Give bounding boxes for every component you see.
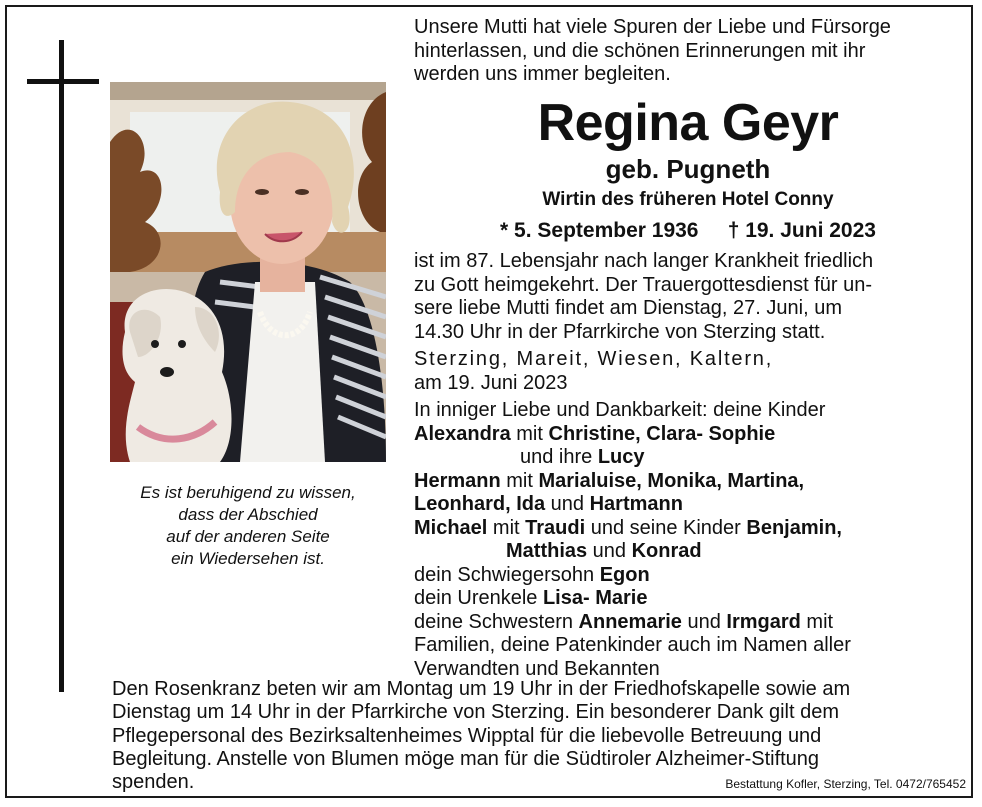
family-intro: In inniger Liebe und Dankbarkeit: deine Kinder	[414, 399, 826, 421]
quote-line: auf der anderen Seite	[166, 527, 330, 546]
closing-line: Dienstag um 14 Uhr in der Pfarrkirche von Sterzing. Ein besonderer Dank gilt dem	[112, 701, 840, 724]
life-dates	[414, 217, 962, 245]
intro-line: hinterlassen, und die schönen Erinnerungen mit ihr	[414, 39, 866, 62]
closing-line: spenden.	[112, 771, 195, 794]
intro-line: Unsere Mutti hat viele Spuren der Liebe und Fürsorge	[414, 16, 891, 38]
family-line: deine Schwestern Annemarie und Irmgard mit	[414, 610, 834, 633]
family-line: Hermann mit Marialuise, Monika, Martina,	[414, 469, 805, 492]
closing-line: Pflegepersonal des Bezirksaltenheimes Wipptal für die liebevolle Betreuung und	[112, 724, 822, 747]
intro-text	[414, 16, 962, 87]
family-line: Michael mit Traudi und seine Kinder Benjamin,	[414, 516, 842, 539]
undertaker-credit: Bestattung Kofler, Sterzing, Tel. 0472/765452	[725, 777, 966, 791]
closing-line: Begleitung. Anstelle von Blumen möge man für die Südtiroler Alzheimer-Stiftung	[112, 747, 820, 770]
closing-line: Den Rosenkranz beten wir am Montag um 19 Uhr in der Friedhofskapelle sowie am	[112, 678, 851, 700]
place-line: Sterzing, Mareit, Wiesen, Kaltern,	[414, 348, 774, 370]
family-list	[414, 399, 962, 681]
birth-date: * 5. September 1936	[500, 219, 699, 242]
quote-line: Es ist beruhigend zu wissen,	[140, 483, 356, 502]
family-line: Leonhard, Ida und Hartmann	[414, 493, 683, 515]
notice-line: ist im 87. Lebensjahr nach langer Krankheit friedlich	[414, 250, 874, 272]
notice-line: 14.30 Uhr in der Pfarrkirche von Sterzing statt.	[414, 320, 826, 343]
family-line: dein Urenkele Lisa- Marie	[414, 587, 648, 609]
portrait-photo	[110, 82, 386, 462]
birth-name: geb. Pugneth	[605, 154, 771, 184]
family-line: dein Schwiegersohn Egon	[414, 563, 650, 586]
notice-line: zu Gott heimgekehrt. Der Trauergottesdienst für un-	[414, 273, 872, 296]
family-line: Matthias und Konrad	[506, 540, 702, 562]
family-line: Verwandten und Bekannten	[414, 657, 660, 680]
place-date	[414, 348, 962, 395]
death-notice	[414, 250, 962, 344]
family-line: Alexandra mit Christine, Clara- Sophie	[414, 422, 776, 445]
death-date: † 19. Juni 2023	[727, 219, 876, 242]
quote-line: ein Wiedersehen ist.	[171, 549, 325, 568]
quote-line: dass der Abschied	[178, 505, 318, 524]
deceased-name: Regina Geyr	[537, 94, 839, 152]
date-line: am 19. Juni 2023	[414, 371, 568, 394]
role-line: Wirtin des früheren Hotel Conny	[542, 189, 834, 210]
family-line: und ihre Lucy	[520, 446, 645, 468]
notice-line: sere liebe Mutti findet am Dienstag, 27. Juni, um	[414, 297, 842, 319]
intro-line: werden uns immer begleiten.	[414, 63, 671, 85]
family-line: Familien, deine Patenkinder auch im Namen aller	[414, 634, 851, 656]
memorial-quote	[110, 482, 386, 570]
